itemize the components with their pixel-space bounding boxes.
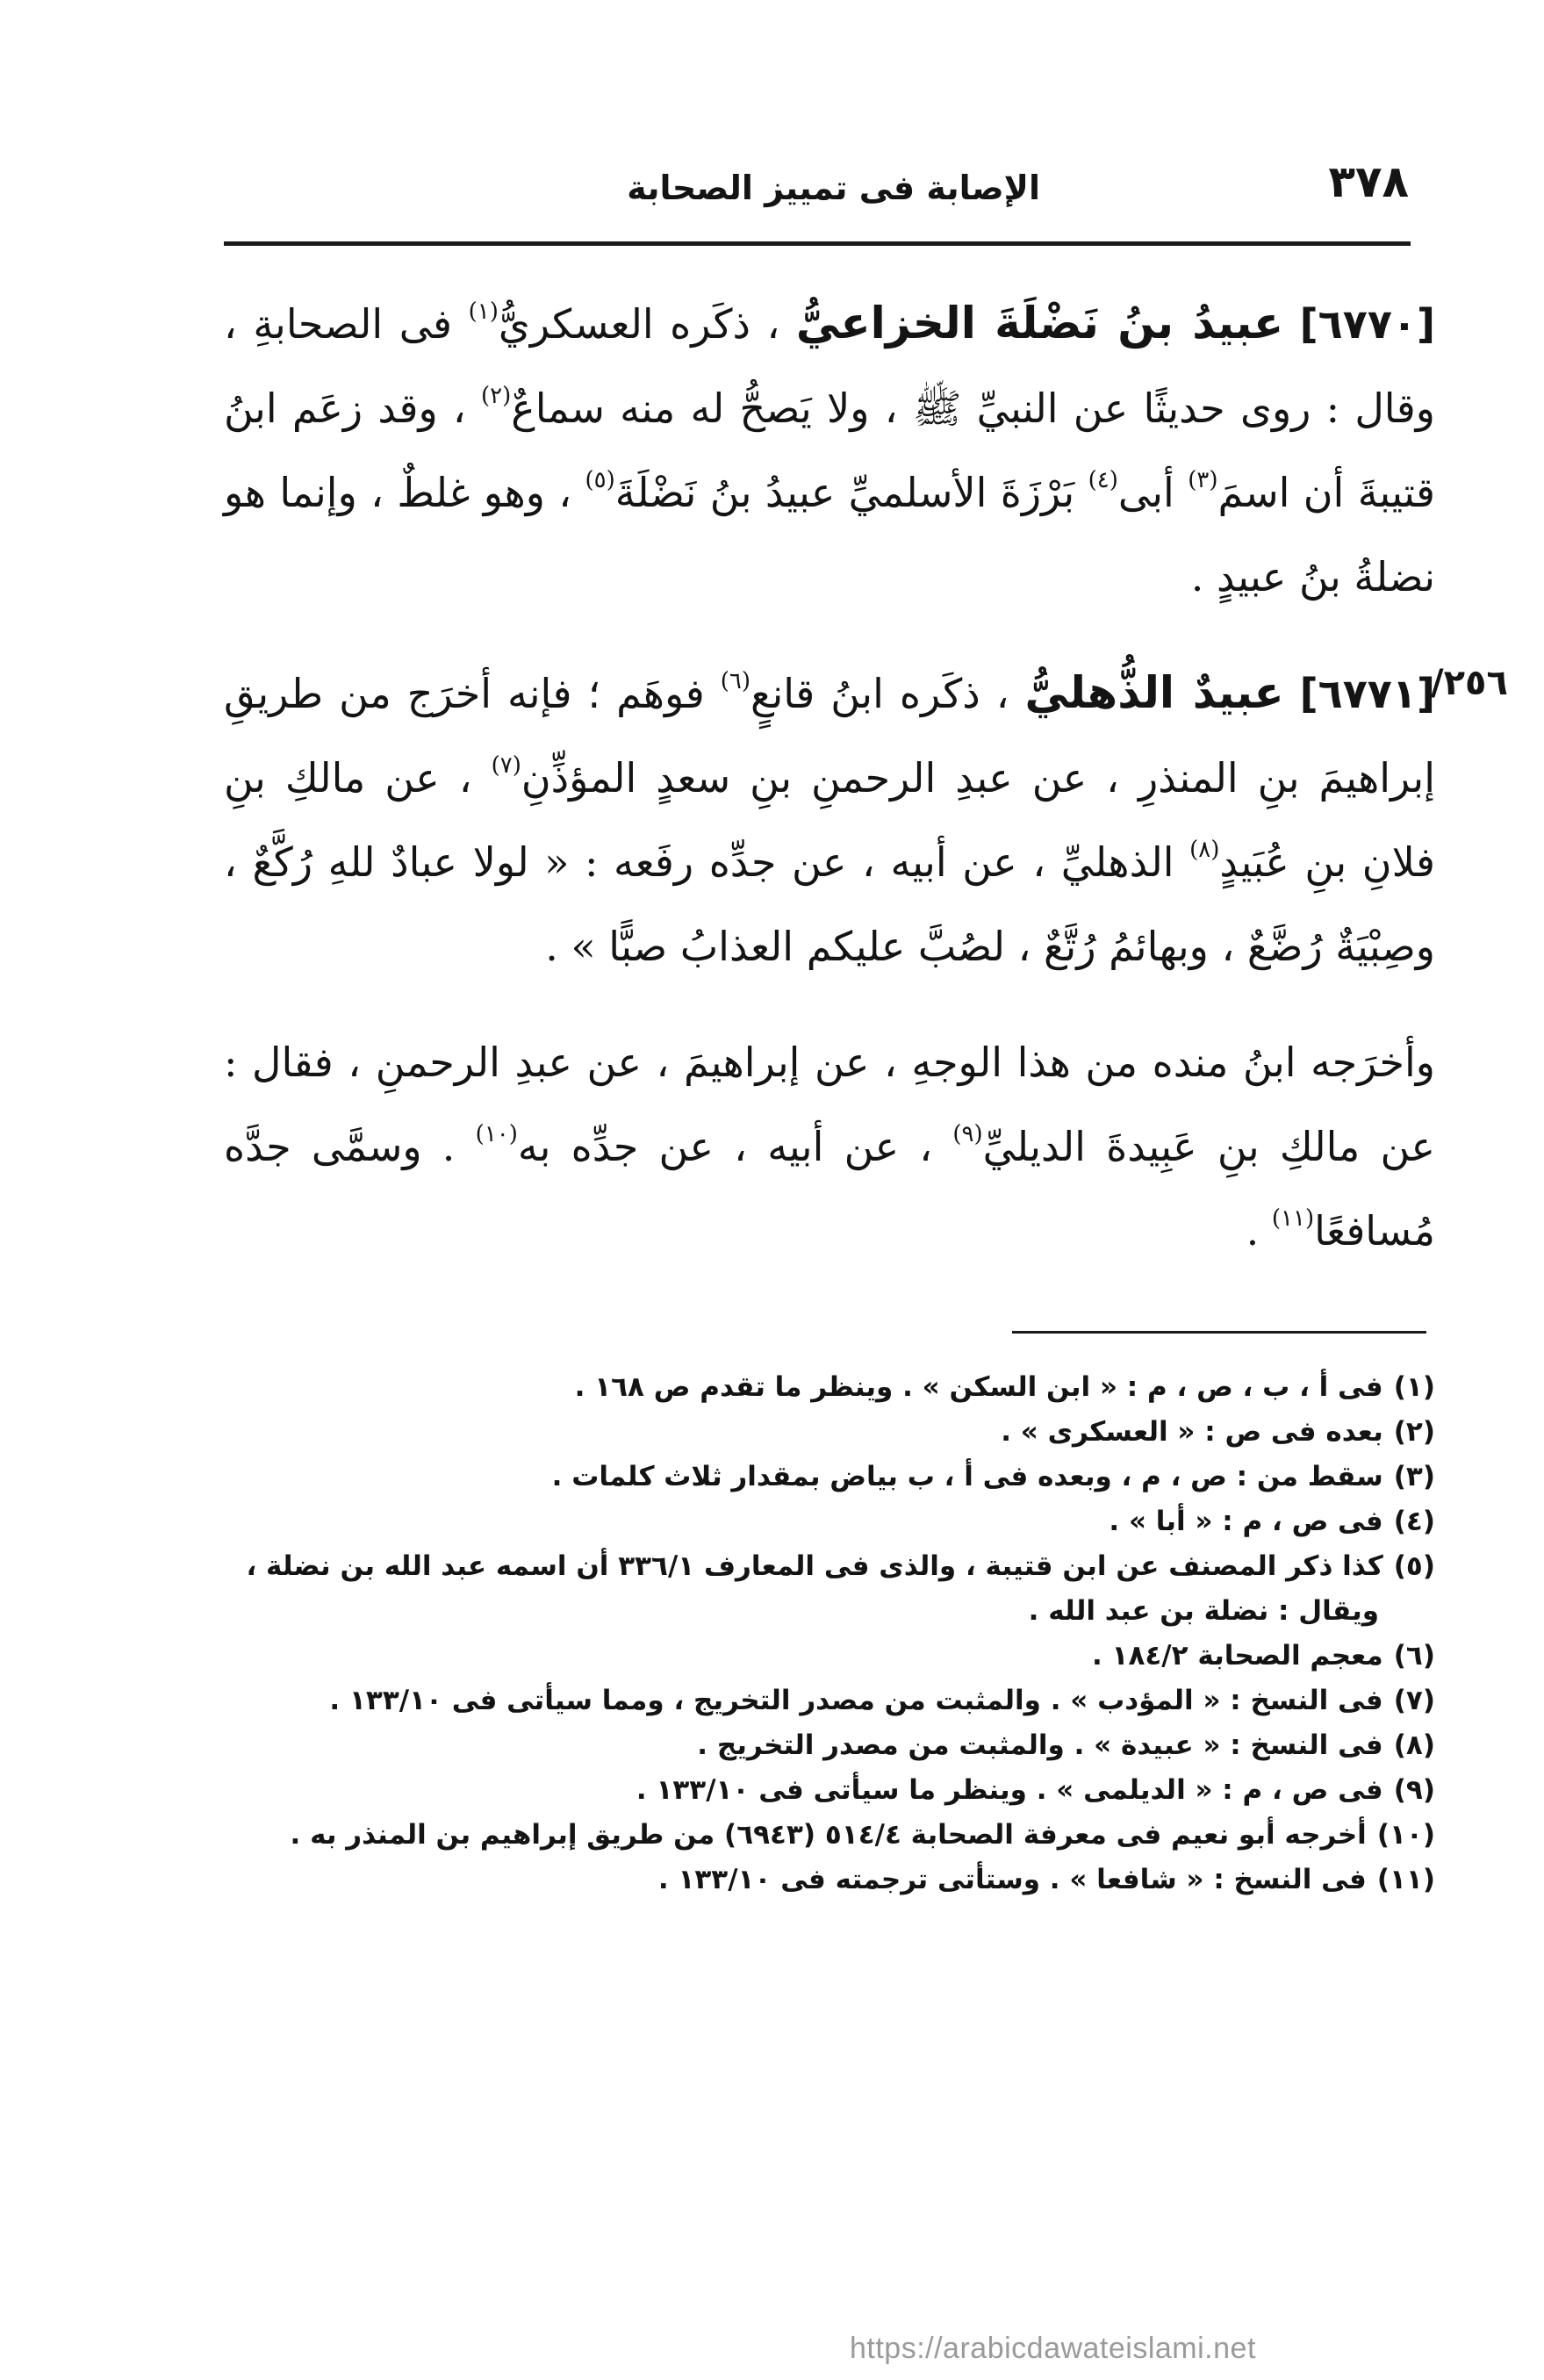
paragraph-text: . وسمَّى جدَّه مُسافعًا (224, 1123, 1435, 1255)
entry-number: [٦٧٧٠] (1299, 300, 1436, 348)
footnote-text: فى النسخ : « المؤدب » . والمثبت من مصدر التخريج ، ومما سيأتى فى ١٣٣/١٠ . (329, 1685, 1383, 1716)
page-header (224, 156, 1409, 226)
paragraph-ibn-mandah (224, 1020, 1435, 1273)
footnote-text: فى النسخ : « عبيدة » . والمثبت من مصدر التخريج . (697, 1729, 1383, 1761)
footnote-ref[interactable]: (٩) (952, 1121, 983, 1147)
footnote-ref[interactable]: (٤) (1088, 467, 1118, 493)
header-rule (224, 241, 1411, 246)
paragraph-text: . (1246, 1207, 1272, 1255)
watermark-url: https://arabicdawateislami.net (850, 2332, 1256, 2365)
footnote-label: (٨) (1393, 1729, 1435, 1761)
footnote-8 (224, 1723, 1435, 1768)
footnote-label: (٢) (1393, 1416, 1435, 1448)
entry-6771 (224, 651, 1435, 989)
footnote-text: بعده فى ص : « العسكرى » . (1001, 1416, 1383, 1448)
footnote-text: كذا ذكر المصنف عن ابن قتيبة ، والذى فى المعارف ٣٣٦/١ أن اسمه عبد الله بن نضلة ، (246, 1550, 1383, 1582)
entry-name: عبيدٌ الذُّهليُّ (1024, 667, 1284, 718)
entry-text: فوهَم ؛ فإنه أخرَج من طريقِ إبراهيمَ بنِ المنذرِ ، عن عبدِ الرحمنِ بنِ سعدٍ المؤذِّنِ (224, 670, 1435, 802)
page-number: ٣٧٨ (1328, 156, 1409, 207)
footnote-ref[interactable]: (١) (468, 298, 499, 325)
footnote-9 (224, 1768, 1435, 1813)
footnote-label: (٤) (1393, 1506, 1435, 1537)
paragraph-text: ، عن أبيه ، عن جدِّه به (517, 1123, 953, 1170)
footnote-label: (١) (1393, 1371, 1435, 1403)
footnote-label: (١٠) (1376, 1819, 1435, 1851)
entry-text: ، ذكَره العسكريُّ (498, 300, 780, 348)
footnote-2 (224, 1410, 1435, 1455)
footnote-label: (١١) (1376, 1864, 1435, 1895)
entry-text: ، ذكَره ابنُ قانعٍ (750, 670, 1009, 717)
footnote-1 (224, 1365, 1435, 1410)
footnote-ref[interactable]: (٥) (585, 467, 615, 493)
entry-text: ، عن مالكِ بنِ فلانِ بنِ عُبَيدٍ (224, 754, 1436, 886)
footnote-text: معجم الصحابة ١٨٤/٢ . (1091, 1640, 1383, 1672)
footnote-text: سقط من : ص ، م ، وبعده فى أ ، ب بياض بمقدار ثلاث كلمات . (551, 1461, 1383, 1492)
entry-text: الذهليِّ ، عن أبيه ، عن جدِّه رفَعه : « لولا عبادٌ للهِ رُكَّعٌ ، وصِبْيَةٌ رُضَّعٌ ، وبهائمُ رُتَّعٌ ، لصُبَّ عليكم العذابُ صبًّا » . (224, 838, 1435, 970)
footnote-5 (224, 1544, 1435, 1589)
entry-text: بَرْزَةَ الأسلميِّ عبيدُ بنُ نَضْلَةَ (614, 469, 1088, 516)
margin-note: /٢٥٦ (1431, 663, 1508, 703)
footnote-3 (224, 1455, 1435, 1499)
entry-name: عبيدُ بنُ نَضْلَةَ الخزاعيُّ (795, 298, 1284, 349)
entry-6770 (224, 281, 1435, 619)
footnote-text: فى النسخ : « شافعا » . وستأتى ترجمته فى ١٣٣/١٠ . (657, 1864, 1367, 1895)
footnote-7 (224, 1679, 1435, 1723)
footnote-text: أخرجه أبو نعيم فى معرفة الصحابة ٥١٤/٤ (٦٩٤٣) من طريق إبراهيم بن المنذر به . (290, 1819, 1367, 1851)
paragraph-text: وأخرَجه ابنُ منده من هذا الوجهِ ، عن إبراهيمَ ، عن عبدِ الرحمنِ ، فقال : عن مالكِ بنِ عَبِيدةَ الديليِّ (224, 1039, 1435, 1170)
footnote-4 (224, 1499, 1435, 1544)
footnote-label: (٩) (1393, 1774, 1435, 1806)
footnote-11 (224, 1858, 1435, 1902)
entry-text: ، وهو غلطٌ ، وإنما هو نضلةُ بنُ عبيدٍ . (224, 469, 1435, 600)
footnote-ref[interactable]: (٢) (481, 383, 512, 409)
footnotes (224, 1365, 1435, 1902)
footnote-text: فى ص ، م : « أبا » . (1109, 1506, 1383, 1537)
entry-text: ، وقد زعَم ابنُ قتيبةَ أن اسمَ (224, 385, 1435, 516)
footnote-ref[interactable]: (١٠) (475, 1121, 518, 1147)
footnote-rule (1012, 1331, 1426, 1334)
footnote-10 (224, 1813, 1435, 1858)
running-title: الإصابة فى تمييز الصحابة (627, 169, 1040, 207)
entry-number: [٦٧٧١] (1299, 670, 1435, 717)
footnote-label: (٧) (1393, 1685, 1435, 1716)
footnote-ref[interactable]: (٦) (720, 668, 750, 694)
footnote-5-continuation: ويقال : نضلة بن عبد الله . (1028, 1595, 1379, 1627)
main-text (224, 281, 1435, 1273)
footnote-text: فى ص ، م : « الديلمى » . وينظر ما سيأتى فى ١٣٣/١٠ . (636, 1774, 1383, 1806)
footnote-6 (224, 1634, 1435, 1679)
footnote-ref[interactable]: (٣) (1188, 467, 1218, 493)
entry-text: أبى (1117, 469, 1189, 516)
entry-text: فى الصحابةِ ، وقال : روى حديثًا عن النبيِّ ﷺ ، ولا يَصحُّ له منه سماعٌ (224, 300, 1435, 432)
footnote-label: (٦) (1393, 1640, 1435, 1672)
footnote-text: فى أ ، ب ، ص ، م : « ابن السكن » . وينظر ما تقدم ص ١٦٨ . (574, 1371, 1383, 1403)
footnote-ref[interactable]: (١١) (1271, 1205, 1315, 1232)
footnote-label: (٥) (1393, 1550, 1435, 1582)
footnote-ref[interactable]: (٧) (491, 752, 521, 779)
footnote-ref[interactable]: (٨) (1189, 837, 1220, 863)
footnote-label: (٣) (1393, 1461, 1435, 1492)
